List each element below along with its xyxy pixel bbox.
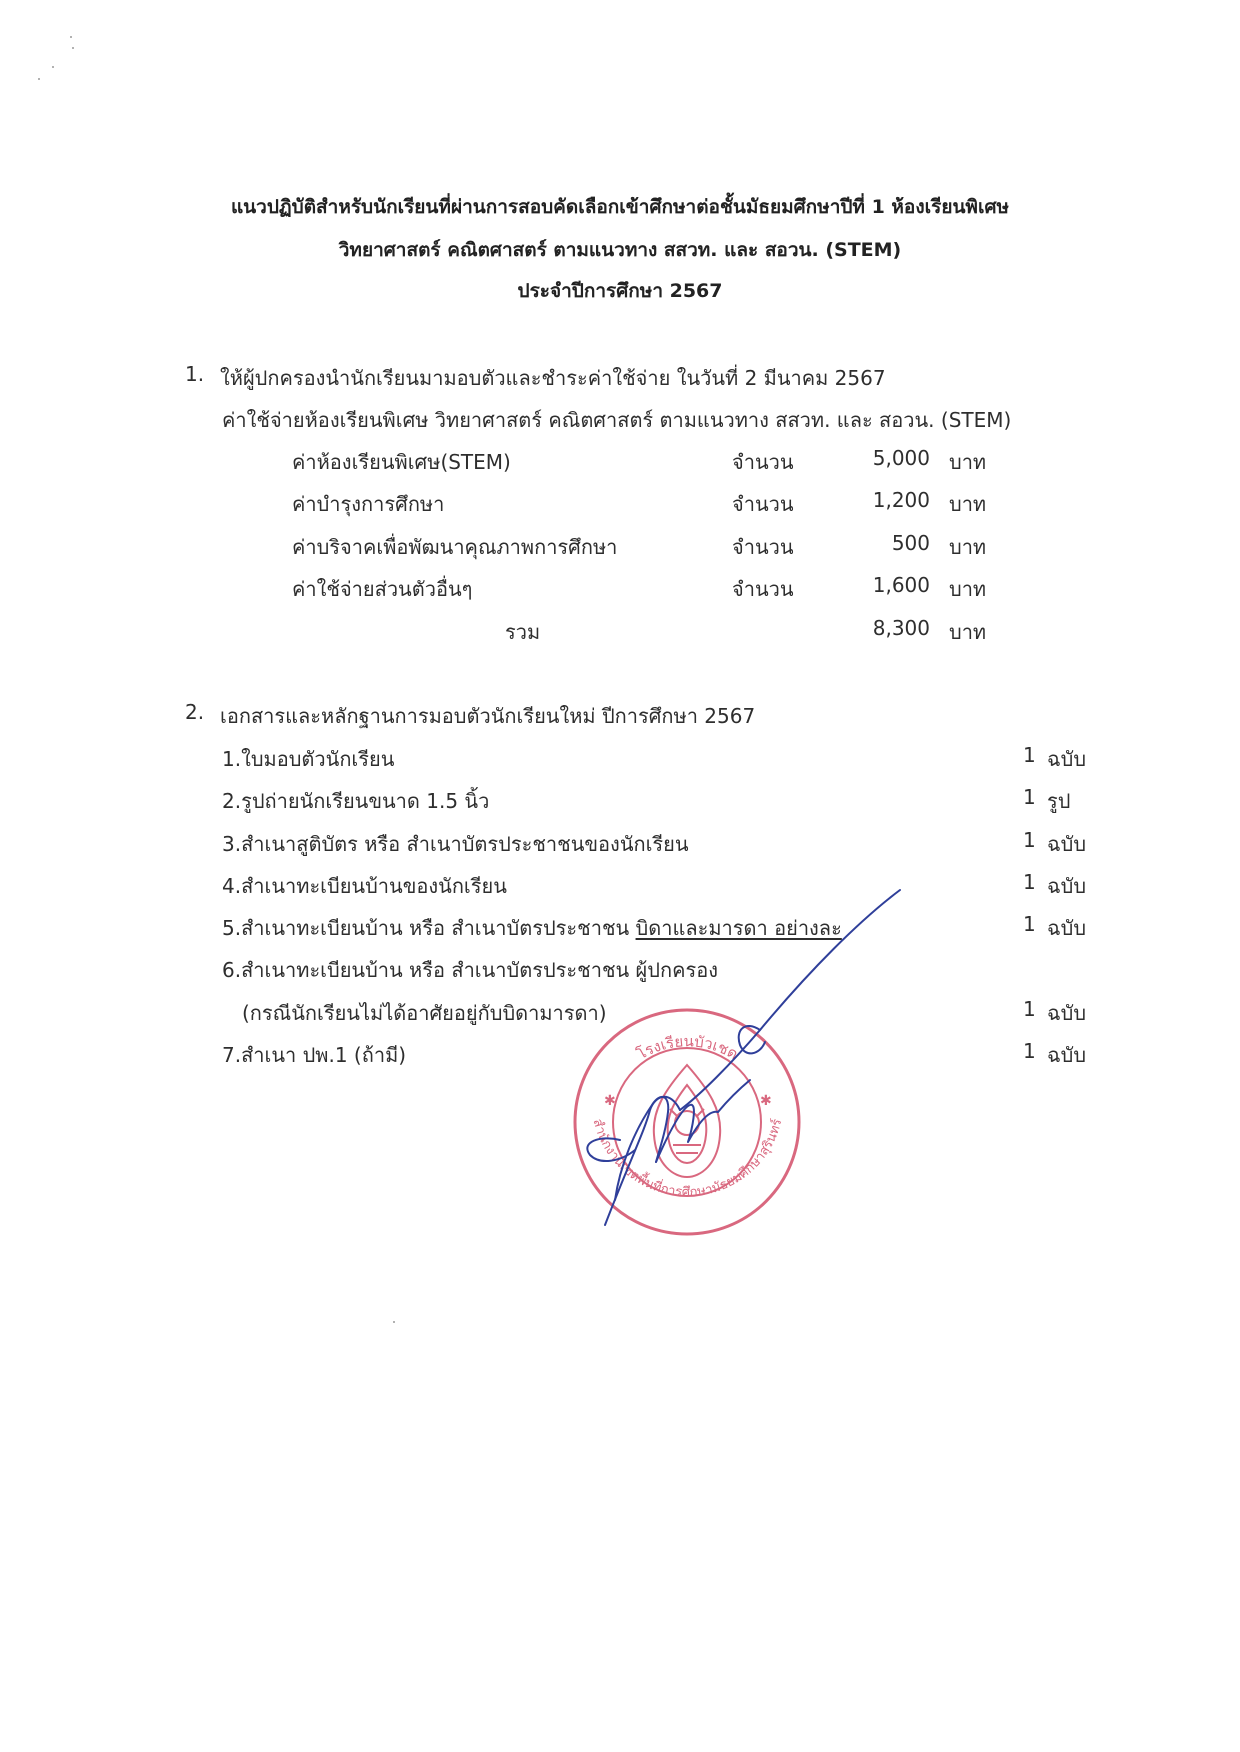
- scan-speck: [72, 47, 74, 49]
- fee-amount: 1,600: [872, 573, 930, 597]
- document-unit: ฉบับ: [1047, 1001, 1087, 1025]
- fee-unit: บาท: [949, 535, 987, 559]
- scan-speck: [393, 1321, 395, 1323]
- fee-unit: บาท: [949, 577, 987, 601]
- document-unit: รูป: [1047, 789, 1071, 813]
- fee-unit: บาท: [949, 450, 987, 474]
- document-qty: 1: [1023, 743, 1036, 767]
- signature: [560, 880, 920, 1240]
- section1-number: 1.: [185, 362, 205, 386]
- fee-item: ค่าห้องเรียนพิเศษ(STEM): [292, 450, 511, 474]
- header-line-2: วิทยาศาสตร์ คณิตศาสตร์ ตามแนวทาง สสวท. และ สอวน. (STEM): [338, 239, 902, 261]
- fee-item: ค่าบริจาคเพื่อพัฒนาคุณภาพการศึกษา: [292, 535, 618, 559]
- header-line-1: แนวปฏิบัติสำหรับนักเรียนที่ผ่านการสอบคัดเลือกเข้าศึกษาต่อชั้นมัธยมศึกษาปีที่ 1 ห้องเรียนพิเศษ: [230, 196, 1010, 218]
- document-qty: 1: [1023, 997, 1036, 1021]
- section1-subheading: ค่าใช้จ่ายห้องเรียนพิเศษ วิทยาศาสตร์ คณิตศาสตร์ ตามแนวทาง สสวท. และ สอวน. (STEM): [222, 408, 1012, 432]
- seal-top-text: โรงเรียนบัวเชด: [633, 1032, 742, 1064]
- document-text-underlined: บิดาและมารดา อย่างละ: [635, 916, 842, 940]
- document-text: (กรณีนักเรียนไม่ได้อาศัยอยู่กับบิดามารดา): [242, 1001, 607, 1025]
- document-qty: 1: [1023, 828, 1036, 852]
- seal-star-icon: ✱: [604, 1093, 616, 1109]
- fee-total-unit: บาท: [949, 620, 987, 644]
- document-text: 6.สำเนาทะเบียนบ้าน หรือ สำเนาบัตรประชาชน ผู้ปกครอง: [222, 958, 718, 982]
- document-unit: ฉบับ: [1047, 874, 1087, 898]
- fee-total-label: รวม: [505, 620, 541, 644]
- document-text: 7.สำเนา ปพ.1 (ถ้ามี): [222, 1043, 407, 1067]
- document-unit: ฉบับ: [1047, 747, 1087, 771]
- document-text: 4.สำเนาทะเบียนบ้านของนักเรียน: [222, 874, 507, 898]
- fee-item: ค่าบำรุงการศึกษา: [292, 492, 445, 516]
- document-unit: ฉบับ: [1047, 832, 1087, 856]
- document-qty: 1: [1023, 785, 1036, 809]
- section2-heading: เอกสารและหลักฐานการมอบตัวนักเรียนใหม่ ปีการศึกษา 2567: [220, 704, 756, 728]
- fee-item: ค่าใช้จ่ายส่วนตัวอื่นๆ: [292, 577, 473, 601]
- section1-heading: ให้ผู้ปกครองนำนักเรียนมามอบตัวและชำระค่าใช้จ่าย ในวันที่ 2 มีนาคม 2567: [220, 366, 886, 390]
- fee-label: จำนวน: [732, 577, 794, 601]
- fee-unit: บาท: [949, 492, 987, 516]
- document-text: 1.ใบมอบตัวนักเรียน: [222, 747, 395, 771]
- header-line-3: ประจำปีการศึกษา 2567: [517, 280, 723, 302]
- document-qty: 1: [1023, 1039, 1036, 1063]
- fee-amount: 1,200: [872, 488, 930, 512]
- scan-speck: [38, 78, 40, 80]
- document-qty: 1: [1023, 912, 1036, 936]
- seal-bottom-text: สำนักงานเขตพื้นที่การศึกษามัธยมศึกษาสุรินทร์: [589, 1117, 786, 1201]
- seal-star-icon: ✱: [760, 1093, 772, 1109]
- document-qty: 1: [1023, 870, 1036, 894]
- document-text: 2.รูปถ่ายนักเรียนขนาด 1.5 นิ้ว: [222, 789, 490, 813]
- scan-speck: [70, 36, 72, 38]
- document-text-plain: 5.สำเนาทะเบียนบ้าน หรือ สำเนาบัตรประชาชน: [222, 916, 636, 940]
- fee-total-amount: 8,300: [872, 616, 930, 640]
- document-unit: ฉบับ: [1047, 916, 1087, 940]
- fee-label: จำนวน: [732, 450, 794, 474]
- fee-label: จำนวน: [732, 535, 794, 559]
- scan-speck: [52, 66, 54, 68]
- document-unit: ฉบับ: [1047, 1043, 1087, 1067]
- fee-amount: 500: [891, 531, 930, 555]
- fee-label: จำนวน: [732, 492, 794, 516]
- fee-amount: 5,000: [872, 446, 930, 470]
- section2-number: 2.: [185, 700, 205, 724]
- document-text: 3.สำเนาสูติบัตร หรือ สำเนาบัตรประชาชนของนักเรียน: [222, 832, 689, 856]
